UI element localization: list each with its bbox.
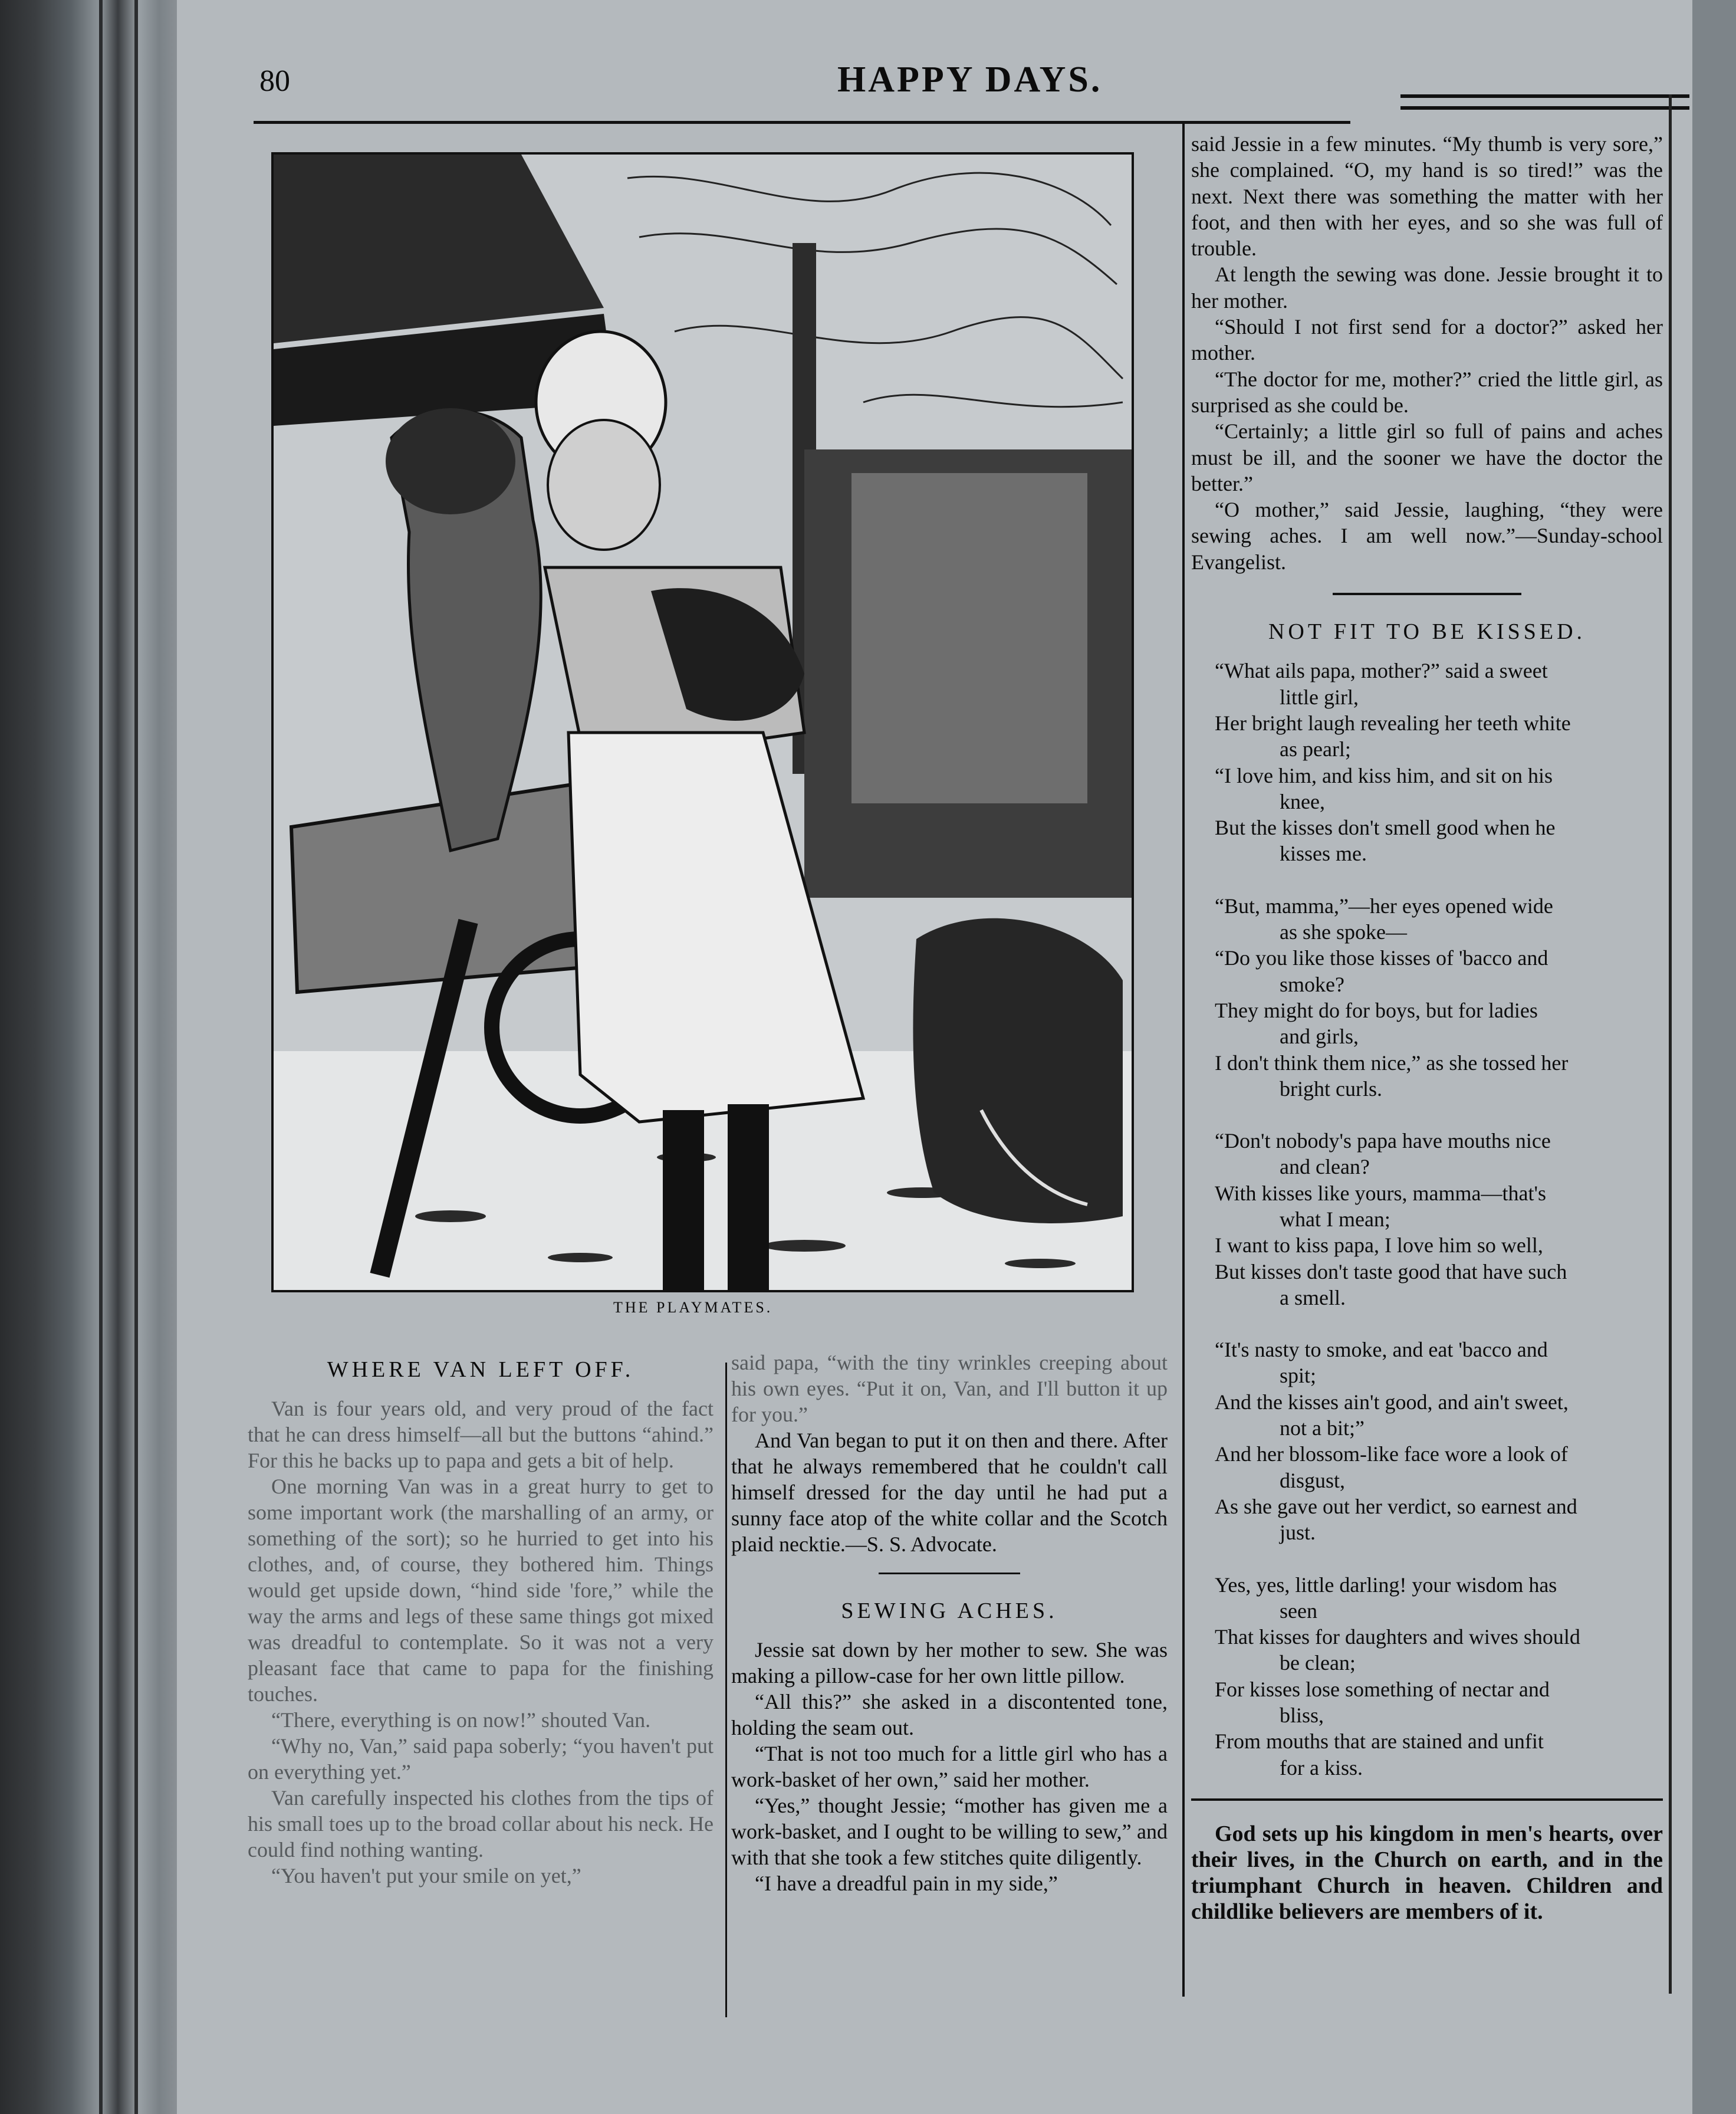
poem-line: Yes, yes, little darling! your wisdom has [1215,1573,1557,1597]
poem-line: bliss, [1280,1703,1324,1728]
poem-stanza [1191,893,1663,1102]
poem-line: disgust, [1280,1468,1346,1492]
playmates-illustration [271,152,1134,1292]
poem-line: just. [1280,1521,1316,1545]
article-column-middle [731,1350,1168,1896]
poem-line: as pearl; [1280,737,1351,761]
poem-line: be clean; [1280,1651,1356,1675]
closing-rule [1191,1798,1663,1801]
poem-line: “Do you like those kisses of 'bacco and [1215,946,1548,970]
page-number: 80 [259,64,290,98]
paragraph: And Van began to put it on then and there. After that he always remembered that he couldn't call himself dressed for the day until he had put a sunny face atop of the white collar and the Scotch plaid necktie.—S. S. Advocate. [731,1429,1168,1556]
column-rule [725,1363,727,2017]
poem-line: But kisses don't taste good that have such [1215,1259,1567,1284]
section-divider [879,1573,1020,1574]
poem-line: With kisses like yours, mamma—that's [1215,1181,1546,1205]
paragraph: “Certainly; a little girl so full of pains and aches must be ill, and the sooner we have the doctor the better.” [1191,419,1663,495]
poem-line: bright curls. [1280,1076,1382,1101]
paragraph: Van carefully inspected his clothes from the tips of his small toes up to the broad collar about his neck. He could find nothing wanting. [248,1786,714,1862]
poem-stanza [1191,1572,1663,1781]
poem-line: “What ails papa, mother?” said a sweet [1215,659,1548,683]
poem-line: “I love him, and kiss him, and sit on his [1215,763,1553,787]
paragraph: “The doctor for me, mother?” cried the little girl, as surprised as she could be. [1191,367,1663,417]
paragraph: “I have a dreadful pain in my side,” [755,1872,1058,1895]
engraving-image [274,155,1132,1290]
paragraph: At length the sewing was done. Jessie brought it to her mother. [1191,262,1663,313]
poem-line: For kisses lose something of nectar and [1215,1677,1550,1701]
poem-line: for a kiss. [1280,1755,1363,1780]
poem-line: They might do for boys, but for ladies [1215,998,1538,1022]
poem-line: “But, mamma,”—her eyes opened wide [1215,894,1553,918]
poem-line: smoke? [1280,972,1344,996]
paragraph: “Why no, Van,” said papa soberly; “you haven't put on everything yet.” [248,1734,714,1784]
illustration-caption: THE PLAYMATES. [613,1299,773,1316]
paragraph: Jessie sat down by her mother to sew. She was making a pillow-case for her own little pillow. [731,1638,1168,1688]
poem-line: kisses me. [1280,842,1367,866]
poem-line: and clean? [1280,1155,1370,1179]
header-rule-right [1400,94,1689,98]
poem-line: But the kisses don't smell good when he [1215,816,1556,840]
poem-line: From mouths that are stained and unfit [1215,1729,1544,1754]
poem-stanza [1191,1128,1663,1311]
poem-line: what I mean; [1280,1207,1390,1231]
poem-line: seen [1280,1598,1317,1623]
header-rule [254,121,1350,124]
poem-line: Her bright laugh revealing her teeth white [1215,711,1571,735]
poem-stanza [1191,658,1663,866]
closing-paragraph: God sets up his kingdom in men's hearts, over their lives, in the Church on earth, and in the triumphant Church in heaven. Children and childlike believers are members of it. [1191,1821,1663,1924]
article-title: WHERE VAN LEFT OFF. [327,1357,634,1382]
poem-line: spit; [1280,1364,1317,1388]
page-edge-rule [1669,94,1672,1994]
paragraph: “You haven't put your smile on yet,” [271,1864,581,1888]
article-column-right [1191,131,1663,1925]
paragraph: “Yes,” thought Jessie; “mother has given me a work-basket, and I ought to be willing to sew,” and with that she took a few stitches quite diligently. [731,1794,1168,1869]
newspaper-page [177,0,1692,2114]
gutter-edge [99,0,103,2114]
poem-line: And her blossom-like face wore a look of [1215,1442,1568,1466]
header-rule-right-2 [1400,106,1689,110]
book-gutter [0,0,177,2114]
poem-line: not a bit;” [1280,1416,1365,1440]
paragraph: “All this?” she asked in a discontented tone, holding the seam out. [731,1690,1168,1739]
masthead-title: HAPPY DAYS. [837,60,1103,100]
poem-line: a smell. [1280,1285,1346,1309]
article-title: SEWING ACHES. [841,1598,1058,1623]
paragraph: “Should I not first send for a doctor?” asked her mother. [1191,315,1663,365]
paragraph: “O mother,” said Jessie, laughing, “they were sewing aches. I am well now.”—Sunday-school Evangelist. [1191,498,1663,574]
poem-line: “It's nasty to smoke, and eat 'bacco and [1215,1338,1548,1362]
gutter-edge [134,0,138,2114]
poem-title: NOT FIT TO BE KISSED. [1268,619,1586,645]
poem-line: and girls, [1280,1025,1359,1049]
poem-line: little girl, [1280,685,1359,709]
paragraph: said Jessie in a few minutes. “My thumb is very sore,” she complained. “O, my hand is so tired!” was the next. Next there was something the matter with her foot, and then with her eyes, and so she was full of trouble. [1191,132,1663,261]
poem-line: I don't think them nice,” as she tossed her [1215,1051,1569,1075]
poem-stanza [1191,1337,1663,1545]
poem-line: And the kisses ain't good, and ain't sweet, [1215,1390,1569,1414]
poem-line: I want to kiss papa, I love him so well, [1215,1233,1543,1258]
paragraph: said papa, “with the tiny wrinkles creeping about his own eyes. “Put it on, Van, and I'll button it up for you.” [731,1351,1168,1426]
paragraph: “That is not too much for a little girl who has a work-basket of her own,” said her mother. [731,1742,1168,1791]
paragraph: One morning Van was in a great hurry to get to some important work (the marshalling of an army, or something of the sort); so he hurried to get into his clothes, and, of course, they bothered him. Things would get upside down, “hind side 'fore,” while the way the arms and legs of these same things got mixed was dreadful to contemplate. So it was not a very pleasant face that came to papa for the finishing touches. [248,1475,714,1706]
poem-line: as she spoke— [1280,920,1407,944]
poem [1191,658,1663,1781]
paragraph: “There, everything is on now!” shouted Van. [271,1708,651,1732]
poem-line: “Don't nobody's papa have mouths nice [1215,1129,1551,1153]
article-where-van [248,1357,714,1889]
poem-line: knee, [1280,789,1325,813]
paragraph: Van is four years old, and very proud of the fact that he can dress himself—all but the buttons “ahind.” For this he backs up to papa and gets a bit of help. [248,1397,714,1472]
poem-line: As she gave out her verdict, so earnest and [1215,1494,1577,1518]
poem-line: That kisses for daughters and wives should [1215,1625,1580,1649]
column-rule [1182,121,1185,1997]
section-divider [1333,593,1521,595]
